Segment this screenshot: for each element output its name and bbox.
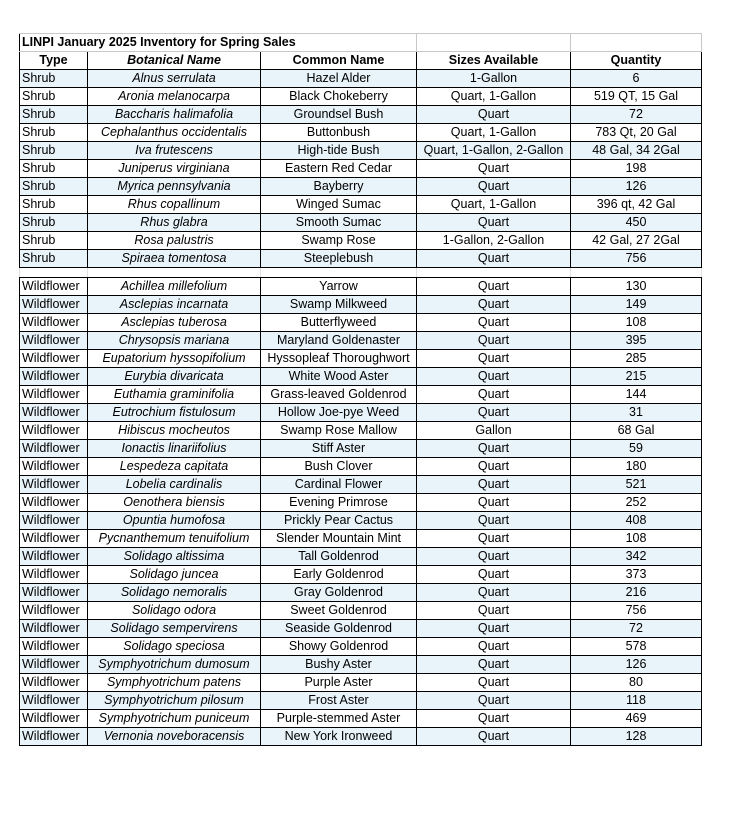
quantity-cell: 756 — [571, 602, 702, 620]
common-name-cell: Winged Sumac — [261, 196, 417, 214]
botanical-name-cell: Symphyotrichum puniceum — [88, 710, 261, 728]
quantity-cell: 342 — [571, 548, 702, 566]
type-cell: Wildflower — [20, 710, 88, 728]
common-name-cell: Black Chokeberry — [261, 88, 417, 106]
sizes-cell: Quart — [417, 386, 571, 404]
common-name-cell: Tall Goldenrod — [261, 548, 417, 566]
table-row — [20, 178, 702, 196]
botanical-name-cell: Lobelia cardinalis — [88, 476, 261, 494]
quantity-cell: 144 — [571, 386, 702, 404]
common-name-cell: Hyssopleaf Thoroughwort — [261, 350, 417, 368]
type-cell: Wildflower — [20, 404, 88, 422]
sizes-cell: Quart — [417, 368, 571, 386]
quantity-cell: 108 — [571, 530, 702, 548]
botanical-name-cell: Juniperus virginiana — [88, 160, 261, 178]
botanical-name-cell: Ionactis linariifolius — [88, 440, 261, 458]
type-cell: Wildflower — [20, 728, 88, 746]
quantity-cell: 128 — [571, 728, 702, 746]
inventory-sheet — [19, 33, 702, 746]
table-row — [20, 638, 702, 656]
common-name-cell: Showy Goldenrod — [261, 638, 417, 656]
sizes-cell: Quart — [417, 160, 571, 178]
table-row — [20, 494, 702, 512]
sizes-cell: Quart, 1-Gallon — [417, 196, 571, 214]
header-sizes-available: Sizes Available — [417, 52, 571, 70]
quantity-cell: 215 — [571, 368, 702, 386]
botanical-name-cell: Symphyotrichum pilosum — [88, 692, 261, 710]
quantity-cell: 783 Qt, 20 Gal — [571, 124, 702, 142]
quantity-cell: 118 — [571, 692, 702, 710]
common-name-cell: Hollow Joe-pye Weed — [261, 404, 417, 422]
botanical-name-cell: Aronia melanocarpa — [88, 88, 261, 106]
quantity-cell: 68 Gal — [571, 422, 702, 440]
quantity-cell: 126 — [571, 178, 702, 196]
inventory-table-body — [20, 34, 702, 746]
quantity-cell: 59 — [571, 440, 702, 458]
botanical-name-cell: Opuntia humofosa — [88, 512, 261, 530]
table-row — [20, 196, 702, 214]
common-name-cell: Steeplebush — [261, 250, 417, 268]
common-name-cell: Sweet Goldenrod — [261, 602, 417, 620]
table-row — [20, 584, 702, 602]
type-cell: Wildflower — [20, 476, 88, 494]
botanical-name-cell: Oenothera biensis — [88, 494, 261, 512]
header-type: Type — [20, 52, 88, 70]
table-row — [20, 602, 702, 620]
quantity-cell: 756 — [571, 250, 702, 268]
type-cell: Shrub — [20, 196, 88, 214]
type-cell: Wildflower — [20, 494, 88, 512]
botanical-name-cell: Vernonia noveboracensis — [88, 728, 261, 746]
common-name-cell: Cardinal Flower — [261, 476, 417, 494]
table-row — [20, 692, 702, 710]
quantity-cell: 521 — [571, 476, 702, 494]
sizes-cell: Quart — [417, 296, 571, 314]
type-cell: Wildflower — [20, 530, 88, 548]
sizes-cell: Quart — [417, 674, 571, 692]
table-row — [20, 296, 702, 314]
table-row — [20, 214, 702, 232]
quantity-cell: 469 — [571, 710, 702, 728]
common-name-cell: Smooth Sumac — [261, 214, 417, 232]
sizes-cell: Quart — [417, 440, 571, 458]
botanical-name-cell: Pycnanthemum tenuifolium — [88, 530, 261, 548]
table-row — [20, 142, 702, 160]
common-name-cell: White Wood Aster — [261, 368, 417, 386]
table-row — [20, 530, 702, 548]
table-row — [20, 314, 702, 332]
sizes-cell: Quart — [417, 584, 571, 602]
sizes-cell: Quart — [417, 314, 571, 332]
table-row — [20, 476, 702, 494]
type-cell: Wildflower — [20, 620, 88, 638]
type-cell: Wildflower — [20, 440, 88, 458]
sizes-cell: Quart — [417, 214, 571, 232]
type-cell: Wildflower — [20, 548, 88, 566]
quantity-cell: 126 — [571, 656, 702, 674]
sizes-cell: Quart — [417, 602, 571, 620]
quantity-cell: 408 — [571, 512, 702, 530]
common-name-cell: Swamp Rose Mallow — [261, 422, 417, 440]
table-row — [20, 458, 702, 476]
type-cell: Wildflower — [20, 566, 88, 584]
common-name-cell: Grass-leaved Goldenrod — [261, 386, 417, 404]
common-name-cell: Eastern Red Cedar — [261, 160, 417, 178]
table-row — [20, 70, 702, 88]
common-name-cell: Maryland Goldenaster — [261, 332, 417, 350]
botanical-name-cell: Rosa palustris — [88, 232, 261, 250]
botanical-name-cell: Solidago juncea — [88, 566, 261, 584]
botanical-name-cell: Symphyotrichum patens — [88, 674, 261, 692]
table-row — [20, 620, 702, 638]
sizes-cell: Gallon — [417, 422, 571, 440]
botanical-name-cell: Hibiscus mocheutos — [88, 422, 261, 440]
blank-cell — [571, 268, 702, 278]
common-name-cell: Seaside Goldenrod — [261, 620, 417, 638]
quantity-cell: 396 qt, 42 Gal — [571, 196, 702, 214]
type-cell: Shrub — [20, 178, 88, 196]
quantity-cell: 395 — [571, 332, 702, 350]
botanical-name-cell: Achillea millefolium — [88, 278, 261, 296]
botanical-name-cell: Solidago nemoralis — [88, 584, 261, 602]
blank-cell — [571, 34, 702, 52]
quantity-cell: 578 — [571, 638, 702, 656]
header-botanical-name: Botanical Name — [88, 52, 261, 70]
sizes-cell: Quart — [417, 350, 571, 368]
sizes-cell: Quart — [417, 250, 571, 268]
botanical-name-cell: Alnus serrulata — [88, 70, 261, 88]
quantity-cell: 450 — [571, 214, 702, 232]
table-row — [20, 278, 702, 296]
botanical-name-cell: Chrysopsis mariana — [88, 332, 261, 350]
type-cell: Wildflower — [20, 458, 88, 476]
sizes-cell: Quart — [417, 530, 571, 548]
type-cell: Wildflower — [20, 386, 88, 404]
botanical-name-cell: Lespedeza capitata — [88, 458, 261, 476]
type-cell: Wildflower — [20, 350, 88, 368]
table-row — [20, 440, 702, 458]
sizes-cell: 1-Gallon — [417, 70, 571, 88]
sizes-cell: Quart — [417, 106, 571, 124]
type-cell: Shrub — [20, 232, 88, 250]
common-name-cell: Early Goldenrod — [261, 566, 417, 584]
common-name-cell: Evening Primrose — [261, 494, 417, 512]
title-row — [20, 34, 702, 52]
common-name-cell: Gray Goldenrod — [261, 584, 417, 602]
sizes-cell: Quart — [417, 476, 571, 494]
type-cell: Wildflower — [20, 332, 88, 350]
sizes-cell: Quart — [417, 458, 571, 476]
sizes-cell: Quart — [417, 178, 571, 196]
botanical-name-cell: Eupatorium hyssopifolium — [88, 350, 261, 368]
botanical-name-cell: Solidago speciosa — [88, 638, 261, 656]
common-name-cell: Yarrow — [261, 278, 417, 296]
common-name-cell: Purple Aster — [261, 674, 417, 692]
common-name-cell: Swamp Rose — [261, 232, 417, 250]
type-cell: Shrub — [20, 214, 88, 232]
table-row — [20, 332, 702, 350]
botanical-name-cell: Solidago sempervirens — [88, 620, 261, 638]
section-gap-row — [20, 268, 702, 278]
blank-cell — [20, 268, 88, 278]
type-cell: Shrub — [20, 70, 88, 88]
quantity-cell: 180 — [571, 458, 702, 476]
common-name-cell: Stiff Aster — [261, 440, 417, 458]
table-row — [20, 674, 702, 692]
type-cell: Shrub — [20, 250, 88, 268]
table-row — [20, 106, 702, 124]
sizes-cell: Quart — [417, 620, 571, 638]
type-cell: Wildflower — [20, 692, 88, 710]
quantity-cell: 519 QT, 15 Gal — [571, 88, 702, 106]
type-cell: Wildflower — [20, 422, 88, 440]
botanical-name-cell: Asclepias incarnata — [88, 296, 261, 314]
quantity-cell: 31 — [571, 404, 702, 422]
sheet-title: LINPI January 2025 Inventory for Spring Sales — [20, 34, 417, 52]
quantity-cell: 216 — [571, 584, 702, 602]
botanical-name-cell: Iva frutescens — [88, 142, 261, 160]
inventory-table — [19, 33, 702, 746]
table-row — [20, 728, 702, 746]
type-cell: Wildflower — [20, 314, 88, 332]
quantity-cell: 285 — [571, 350, 702, 368]
botanical-name-cell: Spiraea tomentosa — [88, 250, 261, 268]
quantity-cell: 80 — [571, 674, 702, 692]
table-row — [20, 160, 702, 178]
common-name-cell: Purple-stemmed Aster — [261, 710, 417, 728]
header-common-name: Common Name — [261, 52, 417, 70]
sizes-cell: Quart — [417, 728, 571, 746]
header-row — [20, 52, 702, 70]
sizes-cell: Quart, 1-Gallon — [417, 124, 571, 142]
sizes-cell: Quart — [417, 278, 571, 296]
botanical-name-cell: Euthamia graminifolia — [88, 386, 261, 404]
table-row — [20, 512, 702, 530]
sizes-cell: Quart — [417, 692, 571, 710]
botanical-name-cell: Baccharis halimafolia — [88, 106, 261, 124]
botanical-name-cell: Asclepias tuberosa — [88, 314, 261, 332]
botanical-name-cell: Rhus copallinum — [88, 196, 261, 214]
table-row — [20, 404, 702, 422]
sizes-cell: Quart — [417, 404, 571, 422]
quantity-cell: 48 Gal, 34 2Gal — [571, 142, 702, 160]
botanical-name-cell: Eurybia divaricata — [88, 368, 261, 386]
type-cell: Wildflower — [20, 638, 88, 656]
quantity-cell: 373 — [571, 566, 702, 584]
quantity-cell: 72 — [571, 106, 702, 124]
botanical-name-cell: Rhus glabra — [88, 214, 261, 232]
common-name-cell: Butterflyweed — [261, 314, 417, 332]
quantity-cell: 6 — [571, 70, 702, 88]
table-row — [20, 422, 702, 440]
type-cell: Wildflower — [20, 584, 88, 602]
type-cell: Wildflower — [20, 368, 88, 386]
table-row — [20, 566, 702, 584]
common-name-cell: Swamp Milkweed — [261, 296, 417, 314]
botanical-name-cell: Eutrochium fistulosum — [88, 404, 261, 422]
table-row — [20, 386, 702, 404]
sizes-cell: Quart — [417, 332, 571, 350]
common-name-cell: New York Ironweed — [261, 728, 417, 746]
table-row — [20, 350, 702, 368]
table-row — [20, 124, 702, 142]
type-cell: Wildflower — [20, 296, 88, 314]
quantity-cell: 198 — [571, 160, 702, 178]
table-row — [20, 88, 702, 106]
type-cell: Wildflower — [20, 602, 88, 620]
common-name-cell: Groundsel Bush — [261, 106, 417, 124]
quantity-cell: 108 — [571, 314, 702, 332]
sizes-cell: Quart, 1-Gallon — [417, 88, 571, 106]
common-name-cell: Bushy Aster — [261, 656, 417, 674]
header-quantity: Quantity — [571, 52, 702, 70]
sizes-cell: Quart — [417, 566, 571, 584]
common-name-cell: Prickly Pear Cactus — [261, 512, 417, 530]
table-row — [20, 548, 702, 566]
type-cell: Wildflower — [20, 278, 88, 296]
type-cell: Shrub — [20, 106, 88, 124]
sizes-cell: Quart — [417, 494, 571, 512]
sizes-cell: Quart — [417, 512, 571, 530]
common-name-cell: Frost Aster — [261, 692, 417, 710]
common-name-cell: High-tide Bush — [261, 142, 417, 160]
blank-cell — [417, 34, 571, 52]
common-name-cell: Bayberry — [261, 178, 417, 196]
table-row — [20, 710, 702, 728]
type-cell: Shrub — [20, 88, 88, 106]
type-cell: Wildflower — [20, 512, 88, 530]
quantity-cell: 149 — [571, 296, 702, 314]
botanical-name-cell: Symphyotrichum dumosum — [88, 656, 261, 674]
botanical-name-cell: Cephalanthus occidentalis — [88, 124, 261, 142]
type-cell: Shrub — [20, 160, 88, 178]
type-cell: Wildflower — [20, 674, 88, 692]
table-row — [20, 232, 702, 250]
sizes-cell: Quart — [417, 638, 571, 656]
quantity-cell: 72 — [571, 620, 702, 638]
common-name-cell: Bush Clover — [261, 458, 417, 476]
botanical-name-cell: Solidago odora — [88, 602, 261, 620]
blank-cell — [261, 268, 417, 278]
quantity-cell: 130 — [571, 278, 702, 296]
blank-cell — [417, 268, 571, 278]
common-name-cell: Slender Mountain Mint — [261, 530, 417, 548]
table-row — [20, 656, 702, 674]
table-row — [20, 368, 702, 386]
blank-cell — [88, 268, 261, 278]
type-cell: Wildflower — [20, 656, 88, 674]
botanical-name-cell: Myrica pennsylvania — [88, 178, 261, 196]
sizes-cell: Quart — [417, 710, 571, 728]
type-cell: Shrub — [20, 124, 88, 142]
quantity-cell: 42 Gal, 27 2Gal — [571, 232, 702, 250]
sizes-cell: Quart — [417, 548, 571, 566]
type-cell: Shrub — [20, 142, 88, 160]
common-name-cell: Hazel Alder — [261, 70, 417, 88]
sizes-cell: Quart, 1-Gallon, 2-Gallon — [417, 142, 571, 160]
table-row — [20, 250, 702, 268]
quantity-cell: 252 — [571, 494, 702, 512]
sizes-cell: 1-Gallon, 2-Gallon — [417, 232, 571, 250]
sizes-cell: Quart — [417, 656, 571, 674]
botanical-name-cell: Solidago altissima — [88, 548, 261, 566]
common-name-cell: Buttonbush — [261, 124, 417, 142]
